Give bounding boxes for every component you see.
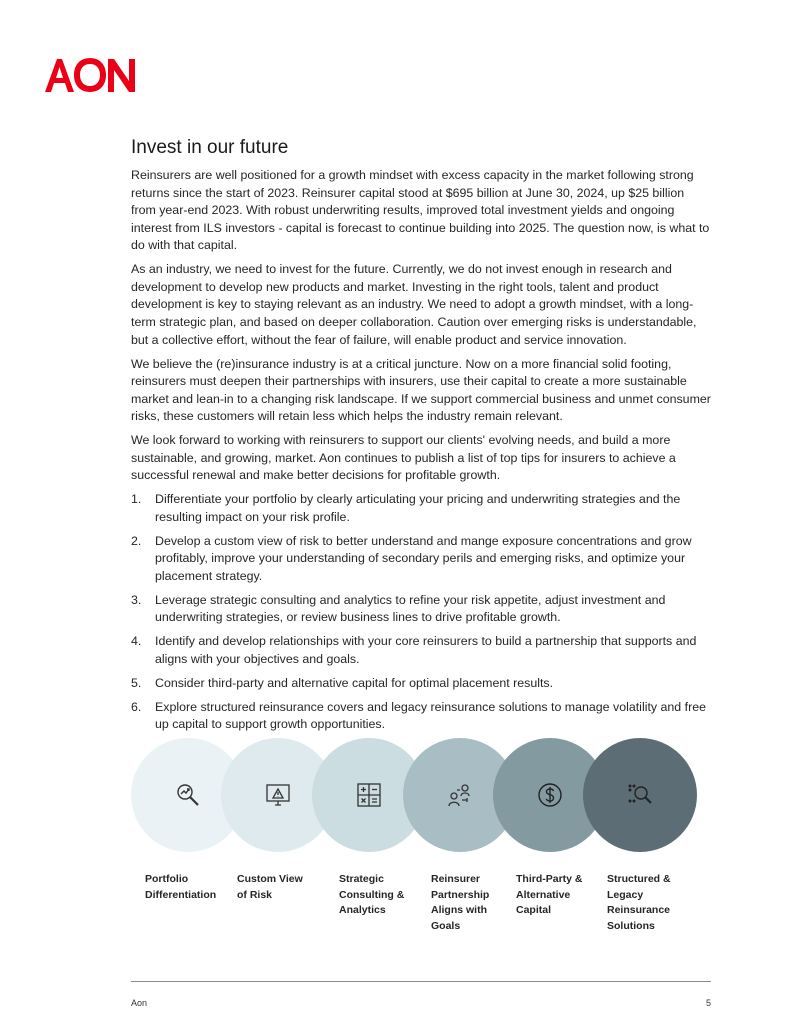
paragraph: We look forward to working with reinsurers to support our clients' evolving needs, and build a more sustainable, and growing, market. Aon continues to publish a list of top tips for insurers to achieve a successful renewal and make better decisions for profitable growth.: [131, 433, 676, 483]
list-item: [131, 633, 711, 668]
people-network-icon: [446, 781, 474, 809]
list-number: 2.: [131, 533, 142, 548]
paragraph: We believe the (re)insurance industry is at a critical juncture. Now on a more financial solid footing, reinsurers must deepen their partnerships with insurers, use their capital to create a more sustainable market and lean-in to a changing risk landscape. If we support commercial business and unmet consumer risks, these customers will retain less which helps the industry remain relevant.: [131, 356, 711, 424]
search-dots-icon: [626, 781, 654, 809]
list-number: 3.: [131, 592, 142, 607]
label-custom-view: Custom View of Risk: [237, 873, 303, 901]
list-text: Explore structured reinsurance covers and legacy reinsurance solutions to manage volatility and free up capital to support growth opportunities.: [155, 699, 706, 732]
list-item: [131, 491, 711, 526]
footer-divider: [131, 981, 711, 982]
calculator-icon: [355, 781, 383, 809]
list-text: Develop a custom view of risk to better understand and mange exposure concentrations and grow profitably, improve your understanding of secondary perils and emerging risks, and optimize your placement strategy.: [155, 533, 692, 583]
list-item: [131, 675, 711, 693]
label-portfolio: Portfolio Differentiation: [145, 873, 217, 901]
circle-structured: [583, 738, 697, 852]
list-text: Identify and develop relationships with your core reinsurers to build a partnership that supports and aligns with your objectives and goals.: [155, 634, 697, 666]
list-item: [131, 699, 711, 734]
paragraph: Reinsurers are well positioned for a growth mindset with excess capacity in the market following strong returns since the start of 2023. Reinsurer capital stood at $695 billion at June 30, 2024, up $25 billion from year-end 2023. With robust underwriting results, improved total investment yields and ongoing interest from ILS investors - capital is forecast to continue building into 2025. The question now, is what to do with that capital.: [131, 168, 710, 253]
dollar-coin-icon: [536, 781, 564, 809]
page-number: 5: [705, 998, 711, 1008]
page-title: Invest in our future: [131, 137, 289, 158]
solutions-graphic: [131, 738, 701, 852]
paragraph: As an industry, we need to invest for the future. Currently, we do not invest enough in research and development to develop new products and market. Investing in the right tools, talent and product development is key to staying relevant as an industry. We need to adopt a growth mindset, with a long-term strategic plan, and based on deeper collaboration. Caution over emerging risks is understandable, but a collective effort, without the fear of failure, will enable product and service innovation.: [131, 262, 697, 347]
list-number: 1.: [131, 492, 142, 507]
label-partnership: Reinsurer Partnership Aligns with Goals: [431, 873, 490, 932]
list-number: 5.: [131, 675, 142, 690]
tips-list: [131, 491, 711, 734]
label-structured: Structured & Legacy Reinsurance Solutions: [607, 873, 671, 932]
list-item: [131, 533, 711, 586]
monitor-warning-icon: [264, 781, 292, 809]
list-text: Consider third-party and alternative capital for optimal placement results.: [155, 675, 554, 690]
list-text: Differentiate your portfolio by clearly articulating your pricing and underwriting strategies and the resulting impact on your risk profile.: [155, 492, 681, 524]
list-number: 6.: [131, 699, 142, 714]
list-text: Leverage strategic consulting and analytics to refine your risk appetite, adjust investment and underwriting strategies, or review business lines to drive profitable growth.: [155, 592, 666, 625]
label-third-party: Third-Party & Alternative Capital: [516, 873, 583, 916]
aon-logo: [44, 57, 136, 93]
label-strategic: Strategic Consulting & Analytics: [339, 873, 405, 916]
main-content: [131, 136, 711, 740]
magnifier-chart-icon: [174, 781, 202, 809]
list-number: 4.: [131, 634, 142, 649]
list-item: [131, 592, 711, 627]
footer-company: Aon: [131, 998, 148, 1008]
